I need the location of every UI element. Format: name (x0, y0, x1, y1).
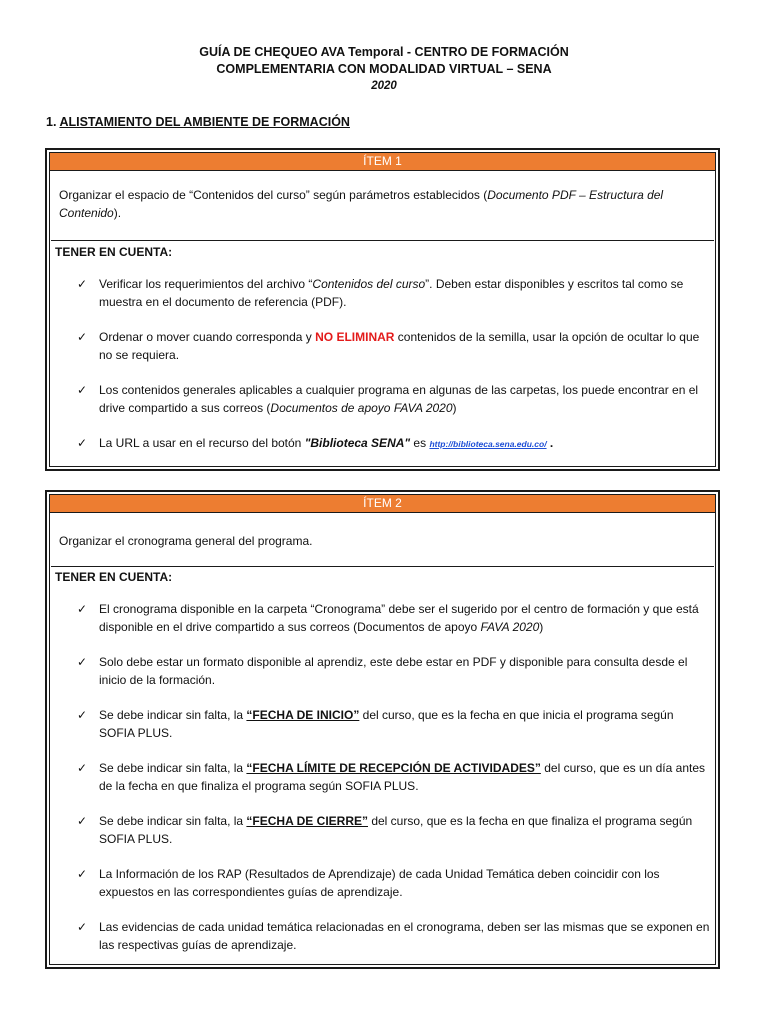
list-item-text (99, 813, 712, 848)
check-icon: ✓ (77, 867, 88, 881)
text-span: contenidos de la semilla, usar la opción de ocultar lo que no se requiera. (99, 330, 700, 362)
text-span: ) (539, 619, 544, 634)
text-span: ”. Deben estar disponibles y escritos tal como se muestra en el documento de referencia (PDF). (99, 277, 684, 309)
list-item-text (99, 707, 712, 742)
text-span: El cronograma disponible en la carpeta “Cronograma” debe ser el sugerido por el centro de formación y que está disponible en el drive compartido a sus correos (Documentos de apoyo (99, 602, 699, 634)
list-item-text (99, 329, 712, 364)
check-icon: ✓ (77, 920, 88, 934)
header-line-2: COMPLEMENTARIA CON MODALIDAD VIRTUAL – SENA (216, 62, 552, 76)
item-1-description (51, 186, 714, 241)
text-span: del curso, que es la fecha en que finaliza el programa según SOFIA PLUS. (99, 814, 693, 846)
text-span-italic: Contenidos del curso (312, 277, 426, 291)
check-icon: ✓ (77, 277, 88, 291)
check-icon: ✓ (77, 655, 88, 669)
text-span: es (410, 436, 430, 450)
check-icon: ✓ (77, 436, 88, 450)
text-span: . (546, 436, 554, 450)
item-1-desc-italic: Documento PDF – Estructura del Contenido (59, 188, 664, 220)
list-item-text: La Información de los RAP (Resultados de Aprendizaje) de cada Unidad Temática deben coincidir con los expuestos en las correspondientes guías de aprendizaje. (99, 867, 660, 899)
list-item-text (99, 601, 712, 636)
check-icon: ✓ (77, 383, 88, 397)
fecha-cierre-label: “FECHA DE CIERRE” (246, 814, 368, 828)
text-span: del curso, que es un día antes de la fecha en que finaliza el programa según SOFIA PLUS. (99, 761, 705, 793)
text-span-italic: Documentos de apoyo FAVA 2020 (270, 400, 453, 415)
text-span: Se debe indicar sin falta, la (99, 814, 247, 828)
header-year: 2020 (371, 80, 397, 92)
text-span: Se debe indicar sin falta, la (99, 761, 247, 775)
check-icon: ✓ (77, 708, 88, 722)
text-span: Los contenidos generales aplicables a cualquier programa en algunas de las carpetas, los puede encontrar en el drive compartido a sus correos ( (99, 383, 699, 415)
fecha-limite-label: “FECHA LÍMITE DE RECEPCIÓN DE ACTIVIDADES” (246, 761, 541, 775)
item-1-tener-label: TENER EN CUENTA: (55, 245, 173, 259)
section-number: 1. (46, 115, 60, 129)
list-item-text (99, 382, 712, 417)
text-span-italic: FAVA 2020 (480, 619, 540, 634)
item-2-header: ÍTEM 2 (49, 494, 716, 513)
list-item-text: Solo debe estar un formato disponible al aprendiz, este debe estar en PDF y disponible para consulta desde el inicio de la formación. (99, 655, 688, 687)
item-2-description (51, 516, 714, 567)
biblioteca-label: "Biblioteca SENA" (304, 436, 411, 450)
item-1-header: ÍTEM 1 (49, 152, 716, 171)
text-span: Verificar los requerimientos del archivo “ (99, 277, 313, 291)
check-icon: ✓ (77, 602, 88, 616)
item-1-desc-text: Organizar el espacio de “Contenidos del curso” según parámetros establecidos ( (59, 188, 488, 202)
list-item-text (99, 760, 712, 795)
text-span: del curso, que es la fecha en que inicia el programa según SOFIA PLUS. (99, 708, 674, 740)
list-item-text (99, 276, 712, 311)
item-1-desc-end: ). (113, 206, 122, 220)
no-eliminar-warning: NO ELIMINAR (315, 330, 395, 344)
list-item-text: Las evidencias de cada unidad temática relacionadas en el cronograma, deben ser las mismas que se exponen en las respectivas guías de aprendizaje. (99, 920, 710, 952)
fecha-inicio-label: “FECHA DE INICIO” (246, 708, 360, 722)
text-span: Se debe indicar sin falta, la (99, 708, 247, 722)
check-icon: ✓ (77, 330, 88, 344)
item-2-box (45, 490, 720, 969)
text-span: ) (452, 400, 457, 415)
text-span: Ordenar o mover cuando corresponda y (99, 330, 316, 344)
item-2-desc-text: Organizar el cronograma general del programa. (59, 534, 313, 548)
biblioteca-link[interactable]: http://biblioteca.sena.edu.co/ (429, 439, 547, 449)
text-span: La URL a usar en el recurso del botón (99, 436, 305, 450)
check-icon: ✓ (77, 761, 88, 775)
check-icon: ✓ (77, 814, 88, 828)
item-1-box (45, 148, 720, 471)
item-2-tener-label: TENER EN CUENTA: (55, 570, 173, 584)
header-line-1: GUÍA DE CHEQUEO AVA Temporal - CENTRO DE FORMACIÓN (199, 45, 569, 59)
section-heading (46, 115, 350, 129)
list-item-text (99, 435, 712, 454)
section-title: ALISTAMIENTO DEL AMBIENTE DE FORMACIÓN (59, 115, 350, 129)
document-header (0, 44, 768, 95)
